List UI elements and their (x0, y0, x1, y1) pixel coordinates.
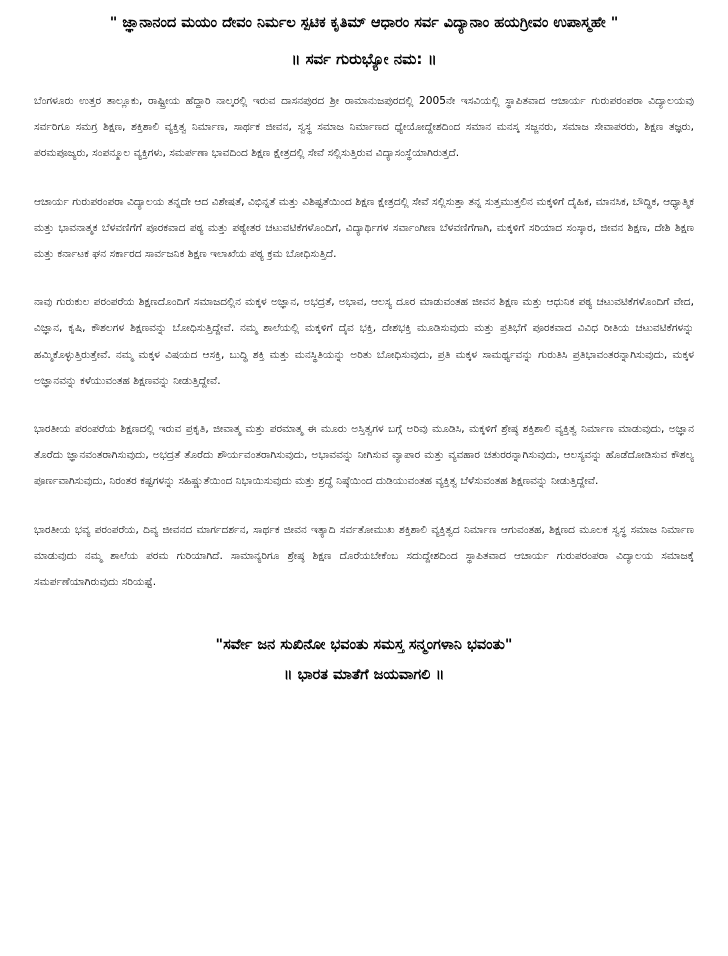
paragraph-gurukula-education: ನಾವು ಗುರುಕುಲ ಪರಂಪರೆಯ ಶಿಕ್ಷಣದೊಂದಿಗೆ ಸಮಾಜದಲ್ಲಿನ ಮಕ್ಕಳ ಅಜ್ಞಾನ, ಅಭದ್ರತೆ, ಅಭಾವ, ಆಲಸ್ಯ ದೂರ ಮಾಡುವಂತಹ ಜೀವನ ಶಿಕ್ಷಣ ಮತ್ತು ಆಧುನಿಕ ಪಠ್ಯ ಚಟುವಟಿಕೆಗಳೊಂದಿಗೆ ವೇದ, ವಿಜ್ಞಾನ, ಕೃಷಿ, ಕೌಶಲಗಳ ಶಿಕ್ಷಣವನ್ನು ಬೋಧಿಸುತ್ತಿದ್ದೇವೆ. ನಮ್ಮ ಶಾಲೆಯಲ್ಲಿ ಮಕ್ಕಳಿಗೆ ದೈವ ಭಕ್ತಿ, ದೇಶಭಕ್ತಿ ಮೂಡಿಸುವುದು ಮತ್ತು ಪ್ರತಿಭೆಗೆ ಪೂರಕವಾದ ವಿವಿಧ ರೀತಿಯ ಚಟುವಟಿಕೆಗಳನ್ನು ಹಮ್ಮಿಕೊಳ್ಳುತ್ತಿರುತ್ತೇವೆ. ನಮ್ಮ ಮಕ್ಕಳ ವಿಷಯದ ಆಸಕ್ತಿ, ಬುದ್ಧಿ ಶಕ್ತಿ ಮತ್ತು ಮನಸ್ಥಿತಿಯನ್ನು ಅರಿತು ಬೋಧಿಸುವುದು, ಪ್ರತಿ ಮಕ್ಕಳ ಸಾಮರ್ಥ್ಯವನ್ನು ಗುರುತಿಸಿ ಪ್ರತಿಭಾವಂತರನ್ನಾಗಿಸುವುದು, ಮಕ್ಕಳ ಅಜ್ಞಾನವನ್ನು ಕಳೆಯುವಂತಹ ಶಿಕ್ಷಣವನ್ನು ನೀಡುತ್ತಿದ್ದೇವೆ. (34, 296, 694, 387)
paragraph-school-specialty: ಆಚಾರ್ಯ ಗುರುಪರಂಪರಾ ವಿದ್ಯಾಲಯ ತನ್ನದೇ ಆದ ವಿಶೇಷತೆ, ವಿಭಿನ್ನತೆ ಮತ್ತು ವಿಶಿಷ್ಟತೆಯಿಂದ ಶಿಕ್ಷಣ ಕ್ಷೇತ್ರದಲ್ಲಿ ಸೇವೆ ಸಲ್ಲಿಸುತ್ತಾ ತನ್ನ ಸುತ್ತಮುತ್ತಲಿನ ಮಕ್ಕಳಿಗೆ ದೈಹಿಕ, ಮಾನಸಿಕ, ಬೌದ್ಧಿಕ, ಆಧ್ಯಾತ್ಮಿಕ ಮತ್ತು ಭಾವನಾತ್ಮಕ ಬೆಳವಣಿಗೆಗೆ ಪೂರಕವಾದ ಪಠ್ಯ ಮತ್ತು ಪಠ್ಯೇತರ ಚಟುವಟಿಕೆಗಳೊಂದಿಗೆ, ವಿದ್ಯಾರ್ಥಿಗಳ ಸರ್ವಾಂಗೀಣ ಬೆಳವಣಿಗೆಗಾಗಿ, ಮಕ್ಕಳಿಗೆ ಸರಿಯಾದ ಸಂಸ್ಕಾರ, ಜೀವನ ಶಿಕ್ಷಣ, ದೇಶಿ ಶಿಕ್ಷಣ ಮತ್ತು ಕರ್ನಾಟಕ ಘನ ಸರ್ಕಾರದ ಸಾರ್ವಜನಿಕ ಶಿಕ್ಷಣ ಇಲಾಖೆಯ ಪಠ್ಯ ಕ್ರಮ ಬೋಧಿಸುತ್ತಿದೆ. (34, 195, 694, 261)
closing-prayer: "ಸರ್ವೇ ಜನ ಸುಖಿನೋ ಭವಂತು ಸಮಸ್ತ ಸನ್ಮಂಗಳಾನಿ ಭವಂತು" (215, 637, 513, 654)
paragraph-indian-tradition: ಭಾರತೀಯ ಪರಂಪರೆಯ ಶಿಕ್ಷಣದಲ್ಲಿ ಇರುವ ಪ್ರಕೃತಿ, ಜೀವಾತ್ಮ ಮತ್ತು ಪರಮಾತ್ಮ ಈ ಮೂರು ಅಸ್ತಿತ್ವಗಳ ಬಗ್ಗೆ ಅರಿವು ಮೂಡಿಸಿ, ಮಕ್ಕಳಿಗೆ ಶ್ರೇಷ್ಠ ಶಕ್ತಿಶಾಲಿ ವ್ಯಕ್ತಿತ್ವ ನಿರ್ಮಾಣ ಮಾಡುವುದು, ಅಜ್ಞಾನ ತೊರೆದು ಜ್ಞಾನವಂತರಾಗಿಸುವುದು, ಅಭದ್ರತೆ ತೊರೆದು ಶೌರ್ಯವಂತರಾಗಿಸುವುದು, ಅಭಾವವನ್ನು ನೀಗಿಸುವ ವ್ಯಾಪಾರ ಮತ್ತು ವ್ಯವಹಾರ ಚತುರರನ್ನಾಗಿಸುವುದು, ಆಲಸ್ಯವನ್ನು ಹೊಡೆದೋಡಿಸುವ ಕೌಶಲ್ಯ ಪೂರ್ಣವಾಗಿಸುವುದು, ನಿರಂತರ ಕಷ್ಟಗಳನ್ನು ಸಹಿಷ್ಣುತೆಯಿಂದ ನಿಭಾಯಿಸುವುದು ಮತ್ತು ಶ್ರದ್ಧೆ ನಿಷ್ಠೆಯಿಂದ ದುಡಿಯುವಂತಹ ವ್ಯಕ್ತಿತ್ವ ಬೆಳೆಸುವಂತಹ ಶಿಕ್ಷಣವನ್ನು ನೀಡುತ್ತಿದ್ದೇವೆ. (34, 423, 694, 488)
opening-verse: " ಜ್ಞಾನಾನಂದ ಮಯಂ ದೇವಂ ನಿರ್ಮಲ ಸ್ಪಟಿಕ ಕೃತಿಮ್ ಆಧಾರಂ ಸರ್ವ ವಿದ್ಯಾನಾಂ ಹಯಗ್ರೀವಂ ಉಪಾಸ್ಮಹೇ " (109, 15, 619, 31)
closing-slogan: ॥ ಭಾರತ ಮಾತೆಗೆ ಜಯವಾಗಲಿ ॥ (283, 667, 445, 684)
paragraph-school-goal: ಭಾರತೀಯ ಭವ್ಯ ಪರಂಪರೆಯ, ದಿವ್ಯ ಜೀವನದ ಮಾರ್ಗದರ್ಶನ, ಸಾರ್ಥಕ ಜೀವನ ಇತ್ಯಾದಿ ಸರ್ವತೋಮುಖ ಶಕ್ತಿಶಾಲಿ ವ್ಯಕ್ತಿತ್ವದ ನಿರ್ಮಾಣ ಆಗುವಂತಹ, ಶಿಕ್ಷಣದ ಮೂಲಕ ಸ್ವಸ್ಥ ಸಮಾಜ ನಿರ್ಮಾಣ ಮಾಡುವುದು ನಮ್ಮ ಶಾಲೆಯ ಪರಮ ಗುರಿಯಾಗಿದೆ. ಸಾಮಾನ್ಯರಿಗೂ ಶ್ರೇಷ್ಠ ಶಿಕ್ಷಣ ದೊರೆಯಬೇಕೆಂಬ ಸದುದ್ದೇಶದಿಂದ ಸ್ಥಾಪಿತವಾದ ಆಚಾರ್ಯ ಗುರುಪರಂಪರಾ ವಿದ್ಯಾಲಯ ಸಮಾಜಕ್ಕೆ ಸಮರ್ಪಣೆಯಾಗಿರುವುದು ಸರಿಯಷ್ಟೆ. (34, 523, 694, 589)
paragraph-school-introduction: ಬೆಂಗಳೂರು ಉತ್ತರ ತಾಲ್ಲೂಕು, ರಾಷ್ಟ್ರೀಯ ಹೆದ್ದಾರಿ ನಾಲ್ಕರಲ್ಲಿ ಇರುವ ದಾಸನಪುರದ ಶ್ರೀ ರಾಮಾನುಜಪುರದಲ್ಲಿ 2005ನೇ ಇಸವಿಯಲ್ಲಿ ಸ್ಥಾಪಿತವಾದ ಆಚಾರ್ಯ ಗುರುಪರಂಪರಾ ವಿದ್ಯಾಲಯವು ಸರ್ವರಿಗೂ ಸಮಗ್ರ ಶಿಕ್ಷಣ, ಶಕ್ತಿಶಾಲಿ ವ್ಯಕ್ತಿತ್ವ ನಿರ್ಮಾಣ, ಸಾರ್ಥಕ ಜೀವನ, ಸ್ವಸ್ಥ ಸಮಾಜ ನಿರ್ಮಾಣದ ಧ್ಯೇಯೋದ್ದೇಶದಿಂದ ಸಮಾನ ಮನಸ್ಕ ಸಜ್ಜನರು, ಸಮಾಜ ಸೇವಾಪರರು, ಶಿಕ್ಷಣ ತಜ್ಞರು, ಪರಮಪೂಜ್ಯರು, ಸಂಪನ್ಮೂಲ ವ್ಯಕ್ತಿಗಳು, ಸಮರ್ಪಣಾ ಭಾವದಿಂದ ಶಿಕ್ಷಣ ಕ್ಷೇತ್ರದಲ್ಲಿ ಸೇವೆ ಸಲ್ಲಿಸುತ್ತಿರುವ ವಿದ್ಯಾಸಂಸ್ಥೆಯಾಗಿರುತ್ತದೆ. (34, 95, 694, 160)
salutation-heading: ॥ ಸರ್ವ ಗುರುಭ್ಯೋ ನಮ: ॥ (291, 50, 437, 68)
